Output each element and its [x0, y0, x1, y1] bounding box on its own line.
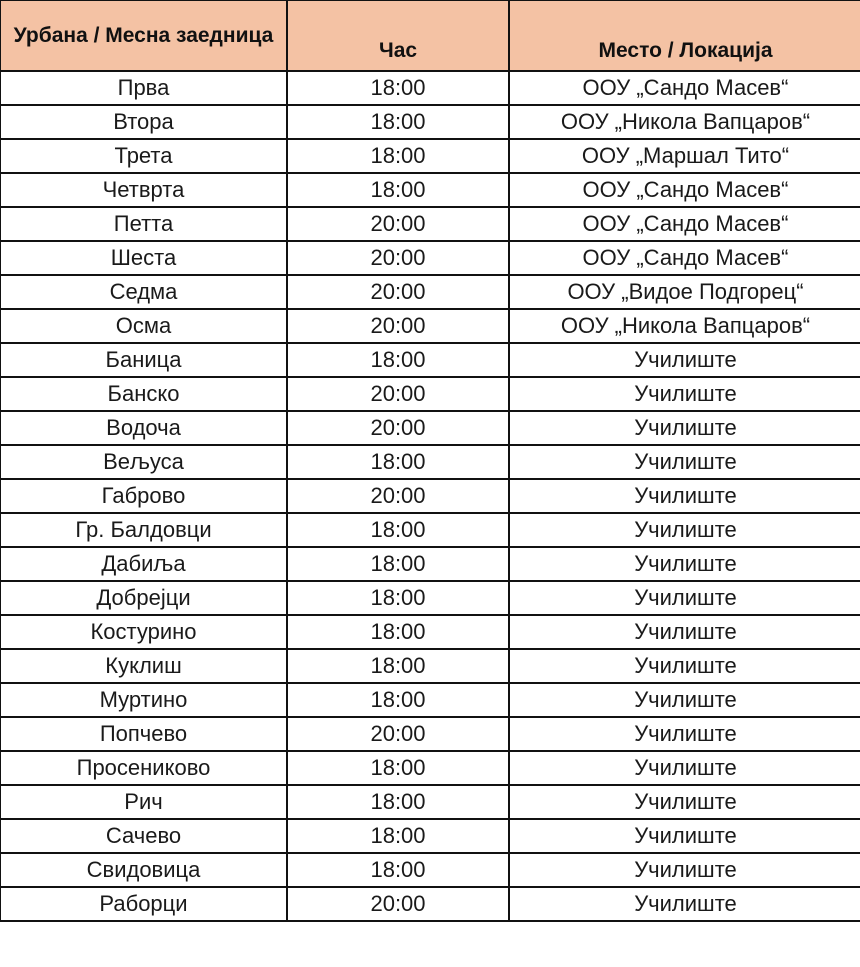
cell-location: Училиште — [509, 615, 860, 649]
cell-community: Водоча — [0, 411, 287, 445]
cell-time: 18:00 — [287, 71, 509, 105]
cell-community: Рич — [0, 785, 287, 819]
cell-location: ООУ „Никола Вапцаров“ — [509, 105, 860, 139]
cell-community: Гр. Балдовци — [0, 513, 287, 547]
cell-location: Училиште — [509, 819, 860, 853]
cell-location: ООУ „Сандо Масев“ — [509, 71, 860, 105]
cell-community: Костурино — [0, 615, 287, 649]
cell-location: Училиште — [509, 785, 860, 819]
cell-community: Петта — [0, 207, 287, 241]
table-row — [0, 309, 860, 343]
cell-community: Куклиш — [0, 649, 287, 683]
cell-time: 20:00 — [287, 241, 509, 275]
table-row — [0, 343, 860, 377]
cell-time: 18:00 — [287, 139, 509, 173]
cell-location: Училиште — [509, 853, 860, 887]
table-body — [0, 71, 860, 921]
table-row — [0, 275, 860, 309]
cell-community: Баница — [0, 343, 287, 377]
cell-location: Училиште — [509, 751, 860, 785]
cell-location: ООУ „Сандо Масев“ — [509, 241, 860, 275]
cell-community: Банско — [0, 377, 287, 411]
table-row — [0, 649, 860, 683]
cell-location: Училиште — [509, 683, 860, 717]
cell-time: 18:00 — [287, 581, 509, 615]
cell-community: Габрово — [0, 479, 287, 513]
table-row — [0, 139, 860, 173]
cell-community: Дабиља — [0, 547, 287, 581]
cell-location: ООУ „Сандо Масев“ — [509, 173, 860, 207]
cell-community: Осма — [0, 309, 287, 343]
table-row — [0, 547, 860, 581]
cell-community: Четврта — [0, 173, 287, 207]
table-row — [0, 207, 860, 241]
cell-location: Училиште — [509, 343, 860, 377]
cell-community: Добрејци — [0, 581, 287, 615]
table-row — [0, 785, 860, 819]
table-row — [0, 887, 860, 921]
table-header — [0, 0, 860, 71]
cell-community: Раборци — [0, 887, 287, 921]
cell-community: Просениково — [0, 751, 287, 785]
column-header-community: Урбана / Месна заедница — [0, 0, 287, 71]
table-row — [0, 717, 860, 751]
cell-time: 20:00 — [287, 411, 509, 445]
cell-community: Трета — [0, 139, 287, 173]
cell-time: 20:00 — [287, 377, 509, 411]
cell-location: Училиште — [509, 547, 860, 581]
cell-time: 18:00 — [287, 615, 509, 649]
table-row — [0, 581, 860, 615]
table-row — [0, 71, 860, 105]
cell-location: Училиште — [509, 581, 860, 615]
cell-location: ООУ „Видое Подгорец“ — [509, 275, 860, 309]
cell-time: 18:00 — [287, 751, 509, 785]
cell-time: 18:00 — [287, 105, 509, 139]
table-row — [0, 479, 860, 513]
cell-time: 18:00 — [287, 547, 509, 581]
cell-time: 20:00 — [287, 887, 509, 921]
cell-location: Училиште — [509, 411, 860, 445]
table-row — [0, 377, 860, 411]
cell-community: Седма — [0, 275, 287, 309]
cell-community: Втора — [0, 105, 287, 139]
cell-time: 18:00 — [287, 513, 509, 547]
cell-community: Шеста — [0, 241, 287, 275]
table-row — [0, 241, 860, 275]
cell-community: Вељуса — [0, 445, 287, 479]
cell-time: 20:00 — [287, 717, 509, 751]
table-row — [0, 173, 860, 207]
column-header-time: Час — [287, 0, 509, 71]
cell-location: Училиште — [509, 649, 860, 683]
cell-location: Училиште — [509, 377, 860, 411]
cell-location: Училиште — [509, 717, 860, 751]
table-row — [0, 683, 860, 717]
cell-time: 20:00 — [287, 309, 509, 343]
cell-location: Училиште — [509, 479, 860, 513]
cell-time: 20:00 — [287, 207, 509, 241]
cell-time: 20:00 — [287, 479, 509, 513]
header-row — [0, 0, 860, 71]
cell-time: 18:00 — [287, 785, 509, 819]
table-row — [0, 615, 860, 649]
cell-community: Свидовица — [0, 853, 287, 887]
cell-community: Сачево — [0, 819, 287, 853]
cell-location: ООУ „Маршал Тито“ — [509, 139, 860, 173]
table-row — [0, 105, 860, 139]
cell-time: 20:00 — [287, 275, 509, 309]
table-row — [0, 819, 860, 853]
cell-time: 18:00 — [287, 683, 509, 717]
cell-time: 18:00 — [287, 343, 509, 377]
cell-time: 18:00 — [287, 173, 509, 207]
table-row — [0, 751, 860, 785]
cell-time: 18:00 — [287, 445, 509, 479]
cell-community: Муртино — [0, 683, 287, 717]
cell-location: Училиште — [509, 887, 860, 921]
cell-time: 18:00 — [287, 649, 509, 683]
table-row — [0, 853, 860, 887]
cell-time: 18:00 — [287, 819, 509, 853]
cell-location: Училиште — [509, 445, 860, 479]
cell-community: Прва — [0, 71, 287, 105]
table-row — [0, 445, 860, 479]
cell-location: Училиште — [509, 513, 860, 547]
cell-location: ООУ „Никола Вапцаров“ — [509, 309, 860, 343]
cell-time: 18:00 — [287, 853, 509, 887]
column-header-location: Место / Локација — [509, 0, 860, 71]
cell-community: Попчево — [0, 717, 287, 751]
table-row — [0, 411, 860, 445]
table-row — [0, 513, 860, 547]
cell-location: ООУ „Сандо Масев“ — [509, 207, 860, 241]
